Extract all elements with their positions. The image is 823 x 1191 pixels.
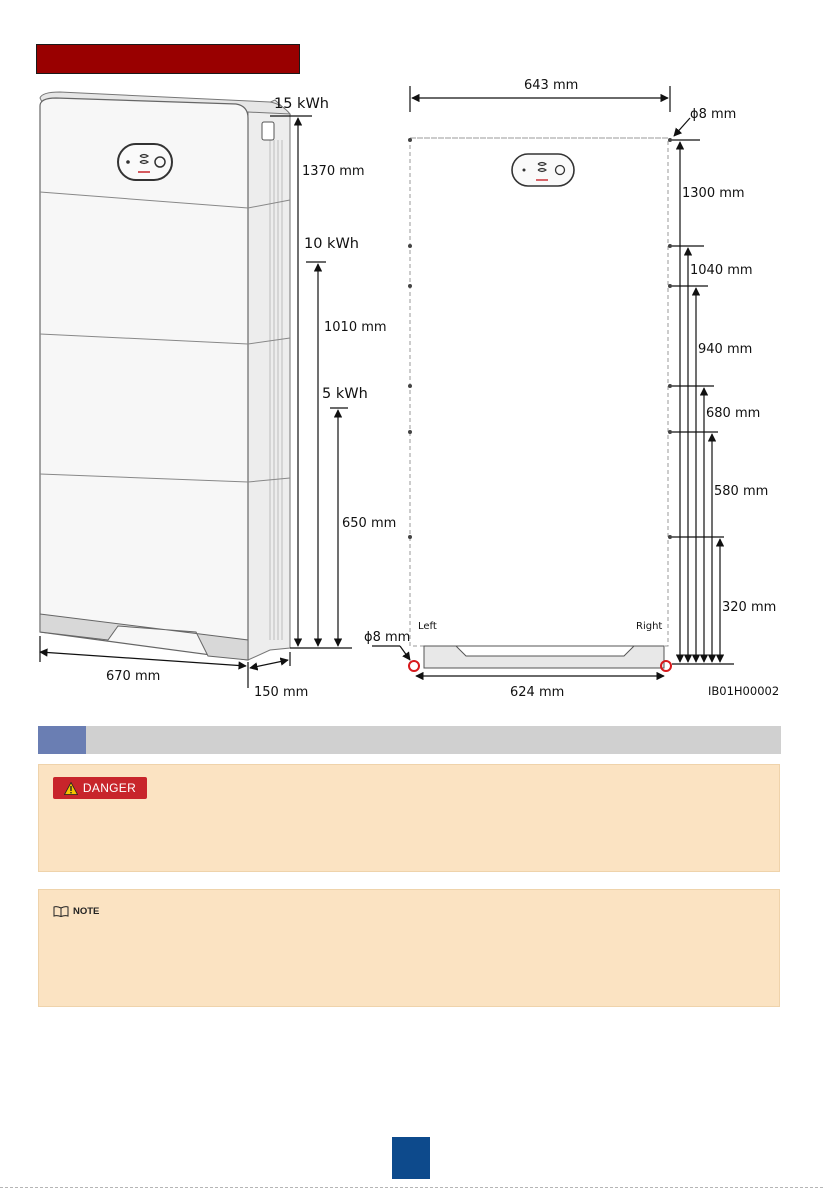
capacity-label-15kwh: 15 kWh [274,96,329,112]
danger-label: DANGER [82,781,137,795]
bottom-width-label: 624 mm [510,685,565,700]
note-heading [53,906,99,917]
mounting-holes [408,138,672,539]
note-callout [38,889,780,1007]
height-label-1010: 1010 mm [324,320,387,335]
depth-label-150: 150 mm [254,685,309,700]
figure-id-label: IB01H00002 [708,684,780,698]
battery-side-view [40,92,290,660]
bottom-hole-diameter-label: ϕ8 mm [364,630,411,645]
page-number-box [392,1137,430,1179]
note-label: NOTE [73,906,100,917]
hole-height-label-320: 320 mm [722,600,777,615]
battery-front-view [410,138,668,668]
hole-height-label-680: 680 mm [706,406,761,421]
left-side-label: Left [418,621,437,632]
capacity-label-10kwh: 10 kWh [304,236,359,252]
top-width-label: 643 mm [524,78,579,93]
section-heading-bar [38,726,781,754]
right-side-label: Right [636,621,663,632]
danger-badge [53,777,147,799]
width-label-670: 670 mm [106,669,161,684]
hole-height-label-1040: 1040 mm [690,263,753,278]
warning-triangle-icon [64,782,78,795]
footer-cut-line [0,1187,823,1188]
height-label-650: 650 mm [342,516,397,531]
hole-height-label-940: 940 mm [698,342,753,357]
height-label-1370: 1370 mm [302,164,365,179]
capacity-label-5kwh: 5 kWh [322,386,368,402]
hole-height-label-580: 580 mm [714,484,769,499]
top-hole-diameter-label: ϕ8 mm [690,107,737,122]
book-icon [53,906,69,917]
danger-callout [38,764,780,872]
hole-height-label-1300: 1300 mm [682,186,745,201]
section-number-block [38,726,86,754]
